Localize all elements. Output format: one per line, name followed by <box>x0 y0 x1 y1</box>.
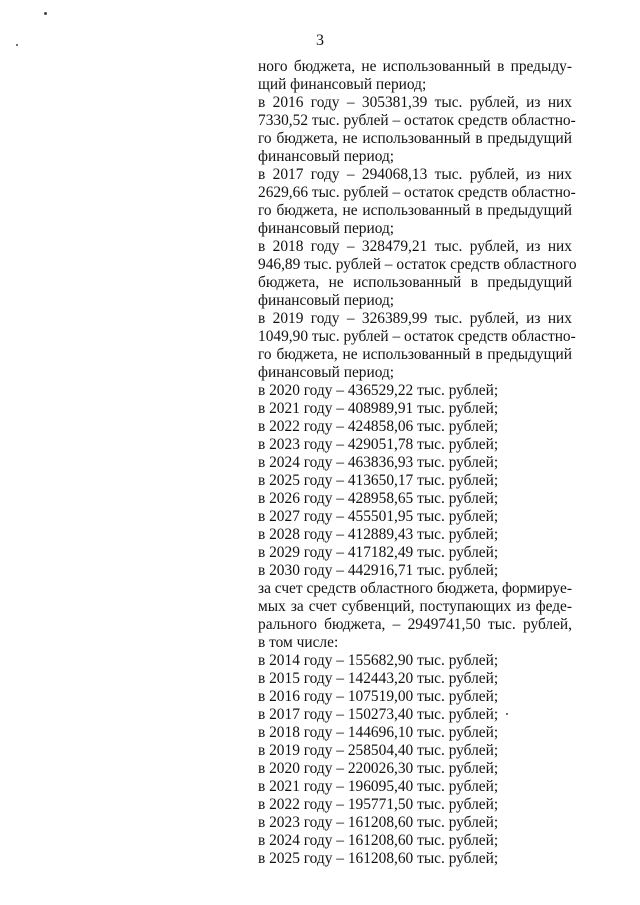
text-line: в 2030 году – 442916,71 тыс. рублей; <box>258 562 499 579</box>
text-line: го бюджета, не использованный в предыдущий <box>258 202 572 219</box>
document-body <box>258 58 577 868</box>
text-line: финансовый период; <box>258 220 395 237</box>
text-line: в 2020 году – 220026,30 тыс. рублей; <box>258 760 499 777</box>
text-line: в 2017 году – 150273,40 тыс. рублей; <box>258 706 499 723</box>
text-line: в 2022 году – 424858,06 тыс. рублей; <box>258 418 499 435</box>
text-line: финансовый период; <box>258 148 395 165</box>
text-line: в 2019 году – 258504,40 тыс. рублей; <box>258 742 499 759</box>
text-line: в 2021 году – 408989,91 тыс. рублей; <box>258 400 499 417</box>
text-line: в 2022 году – 195771,50 тыс. рублей; <box>258 796 499 813</box>
text-line: бюджета, не использованный в предыдущий <box>258 274 572 291</box>
text-line: в 2015 году – 142443,20 тыс. рублей; <box>258 670 499 687</box>
text-line: в 2027 году – 455501,95 тыс. рублей; <box>258 508 499 525</box>
text-line: финансовый период; <box>258 292 395 309</box>
text-line: 2629,66 тыс. рублей – остаток средств областно- <box>258 184 576 201</box>
page-number: 3 <box>316 32 324 49</box>
text-line: в том числе: <box>258 634 339 651</box>
text-line: в 2025 году – 413650,17 тыс. рублей; <box>258 472 499 489</box>
text-line: щий финансовый период; <box>258 76 427 93</box>
text-line: в 2018 году – 328479,21 тыс. рублей, из них <box>258 238 572 255</box>
text-line: ного бюджета, не использованный в предыду- <box>258 58 572 75</box>
text-line: в 2014 году – 155682,90 тыс. рублей; <box>258 652 499 669</box>
text-line: го бюджета, не использованный в предыдущий <box>258 130 572 147</box>
text-line: 7330,52 тыс. рублей – остаток средств областно- <box>258 112 576 129</box>
text-line: в 2023 году – 429051,78 тыс. рублей; <box>258 436 499 453</box>
text-line: в 2024 году – 463836,93 тыс. рублей; <box>258 454 499 471</box>
text-line: за счет средств областного бюджета, формируе- <box>258 580 572 597</box>
text-line: в 2016 году – 305381,39 тыс. рублей, из них <box>258 94 572 111</box>
text-line: в 2017 году – 294068,13 тыс. рублей, из них <box>258 166 572 183</box>
text-line: в 2025 году – 161208,60 тыс. рублей; <box>258 850 499 867</box>
text-line: в 2023 году – 161208,60 тыс. рублей; <box>258 814 499 831</box>
text-line: 1049,90 тыс. рублей – остаток средств областно- <box>258 328 576 345</box>
text-line: в 2029 году – 417182,49 тыс. рублей; <box>258 544 499 561</box>
text-line: финансовый период; <box>258 364 395 381</box>
text-line: в 2020 году – 436529,22 тыс. рублей; <box>258 382 499 399</box>
text-line: 946,89 тыс. рублей – остаток средств областного <box>258 256 577 273</box>
text-line: в 2026 году – 428958,65 тыс. рублей; <box>258 490 499 507</box>
text-line: го бюджета, не использованный в предыдущий <box>258 346 572 363</box>
text-line: в 2028 году – 412889,43 тыс. рублей; <box>258 526 499 543</box>
text-line: в 2018 году – 144696,10 тыс. рублей; <box>258 724 499 741</box>
text-line: мых за счет субвенций, поступающих из феде- <box>258 598 572 615</box>
text-line: рального бюджета, – 2949741,50 тыс. рублей, <box>258 616 572 633</box>
text-line: в 2024 году – 161208,60 тыс. рублей; <box>258 832 499 849</box>
text-line: в 2021 году – 196095,40 тыс. рублей; <box>258 778 499 795</box>
scan-speck <box>44 12 47 15</box>
text-line: в 2016 году – 107519,00 тыс. рублей; <box>258 688 499 705</box>
text-line: в 2019 году – 326389,99 тыс. рублей, из них <box>258 310 572 327</box>
